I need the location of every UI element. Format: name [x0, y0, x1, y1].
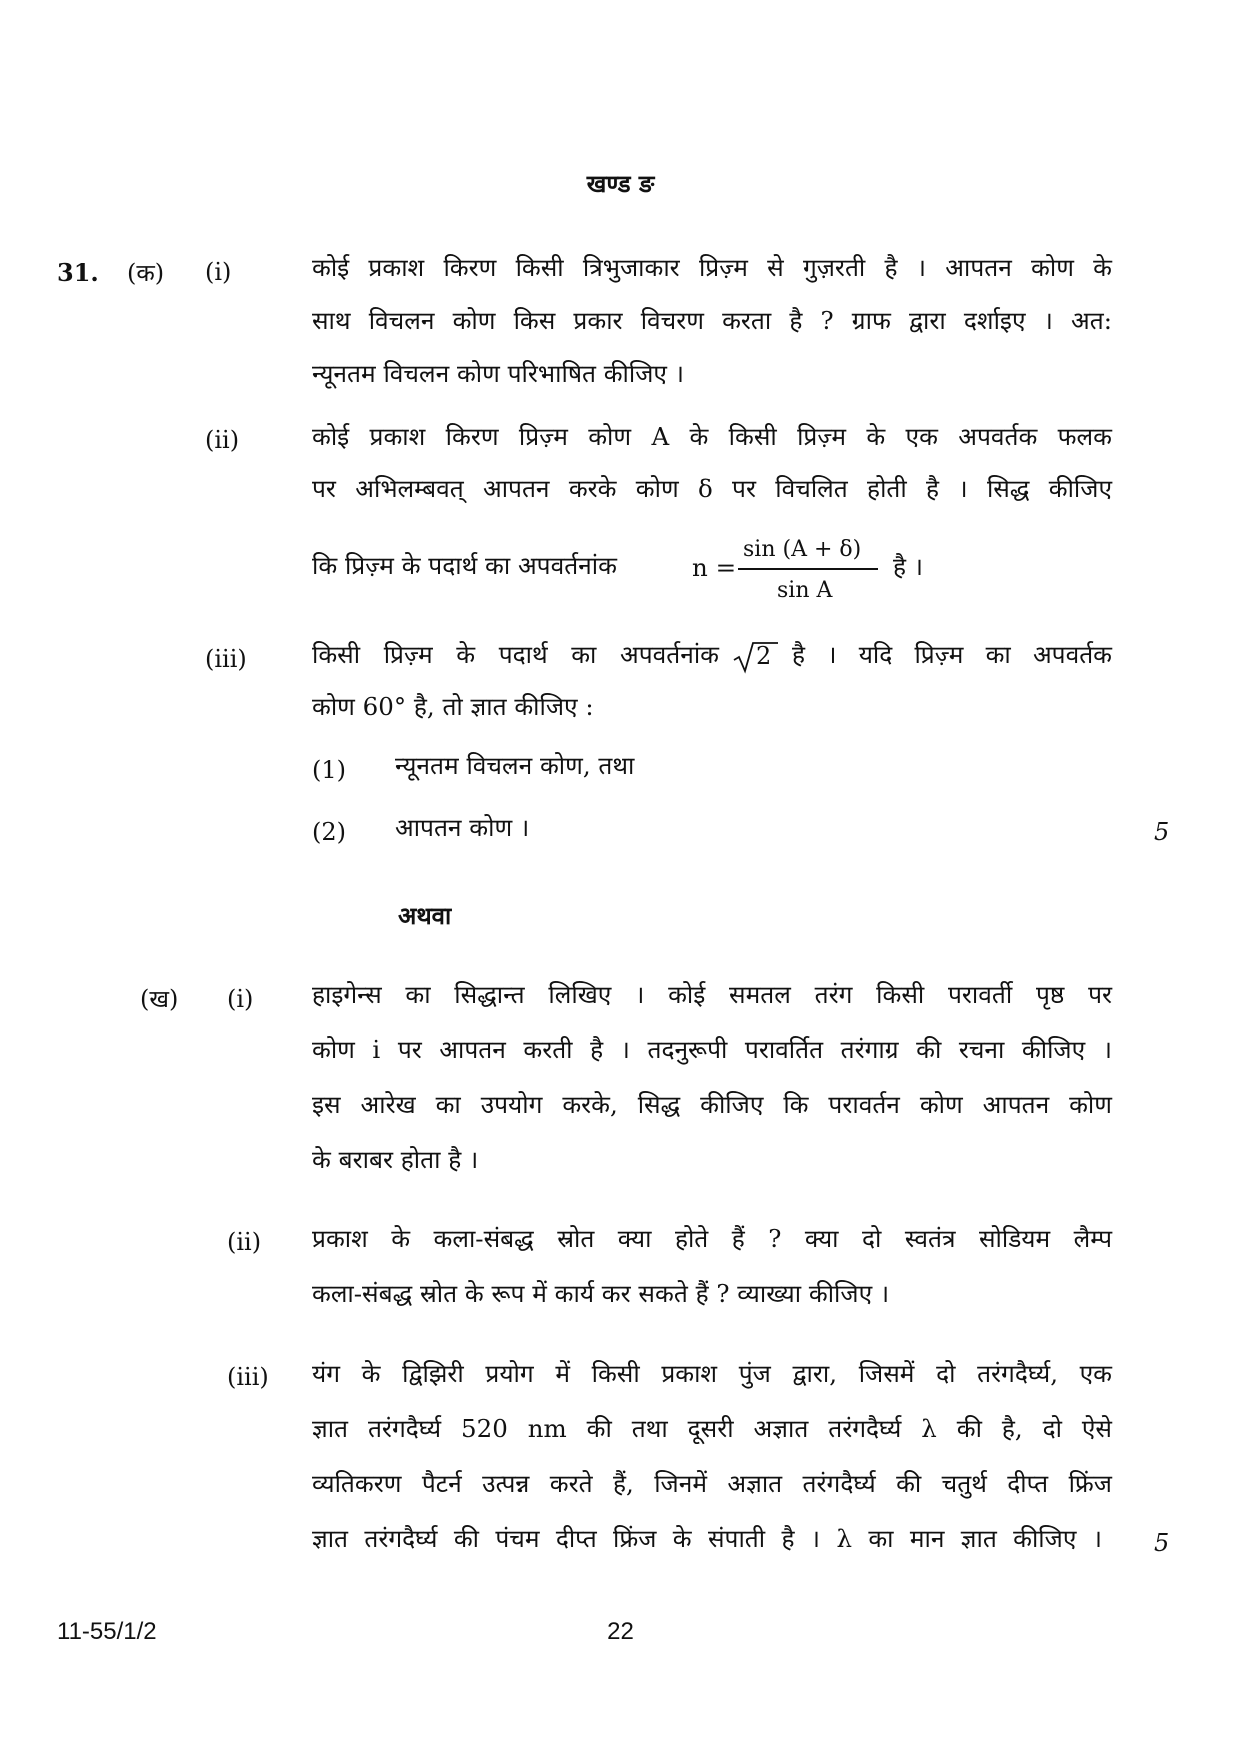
part-b-iii-line-3: व्यतिकरण पैटर्न उत्पन्न करते हैं, जिनमें अज्ञात तरंगदैर्घ्य की चतुर्थ दीप्त फ्रिंज: [312, 1469, 1112, 1498]
part-a-ii-line-1: कोई प्रकाश किरण प्रिज़्म कोण A के किसी प्रिज़्म के एक अपवर्तक फलक: [312, 422, 1112, 451]
part-a-iii-line-1-post: है । यदि प्रिज़्म का अपवर्तक: [792, 640, 1112, 669]
section-title: खण्ड ङ: [586, 169, 655, 198]
part-a-iii-line-1-pre: किसी प्रिज़्म के पदार्थ का अपवर्तनांक: [312, 640, 719, 669]
part-b-i-line-1: हाइगेन्स का सिद्धान्त लिखिए । कोई समतल तरंग किसी परावर्ती पृष्ठ पर: [312, 980, 1112, 1009]
part-b-iii-line-1: यंग के द्विझिरी प्रयोग में किसी प्रकाश पुंज द्वारा, जिसमें दो तरंगदैर्घ्य, एक: [312, 1359, 1112, 1388]
part-b-i-line-2: कोण i पर आपतन करती है । तदनुरूपी परावर्तित तरंगाग्र की रचना कीजिए ।: [312, 1035, 1112, 1064]
part-b-marks: 5: [1154, 1529, 1170, 1557]
part-b-ii-label: (ii): [227, 1228, 262, 1256]
part-a-iii-line-2: कोण 60° है, तो ज्ञात कीजिए :: [312, 692, 594, 721]
part-b-label: (ख): [140, 985, 179, 1013]
sub-1-text: न्यूनतम विचलन कोण, तथा: [395, 751, 635, 780]
part-b-i-line-4: के बराबर होता है ।: [312, 1145, 479, 1174]
part-a-iii-label: (iii): [205, 645, 247, 673]
sqrt-argument: 2: [756, 642, 772, 670]
fraction-bar: [738, 568, 878, 570]
part-b-iii-line-4: ज्ञात तरंगदैर्घ्य की पंचम दीप्त फ्रिंज के संपाती है । λ का मान ज्ञात कीजिए ।: [312, 1524, 1102, 1553]
part-b-iii-line-2: ज्ञात तरंगदैर्घ्य 520 nm की तथा दूसरी अज्ञात तरंगदैर्घ्य λ की है, दो ऐसे: [312, 1414, 1112, 1443]
sub-1-label: (1): [312, 756, 346, 784]
part-b-ii-line-2: कला-संबद्ध स्रोत के रूप में कार्य कर सकते हैं ? व्याख्या कीजिए ।: [312, 1279, 890, 1308]
paper-code: 11-55/1/2: [57, 1618, 157, 1645]
part-a-i-line-1: कोई प्रकाश किरण किसी त्रिभुजाकार प्रिज़्म से गुज़रती है । आपतन कोण के: [312, 253, 1112, 282]
part-a-ii-line-3-pre: कि प्रिज़्म के पदार्थ का अपवर्तनांक: [312, 551, 617, 580]
part-a-label: (क): [127, 259, 165, 287]
question-number: 31.: [57, 258, 99, 287]
sub-2-label: (2): [312, 818, 346, 846]
part-a-marks: 5: [1154, 818, 1170, 846]
page-number: 22: [607, 1618, 634, 1645]
part-a-i-label: (i): [205, 258, 232, 286]
formula-numerator: sin (A + δ): [743, 537, 862, 562]
part-b-i-label: (i): [227, 985, 254, 1013]
part-a-i-line-2: साथ विचलन कोण किस प्रकार विचरण करता है ? ग्राफ द्वारा दर्शाइए । अत:: [312, 306, 1112, 335]
or-separator: अथवा: [398, 901, 452, 930]
part-b-iii-label: (iii): [227, 1363, 269, 1391]
part-a-ii-label: (ii): [205, 426, 240, 454]
part-b-ii-line-1: प्रकाश के कला-संबद्ध स्रोत क्या होते हैं ? क्या दो स्वतंत्र सोडियम लैम्प: [312, 1224, 1112, 1253]
part-a-ii-line-2: पर अभिलम्बवत् आपतन करके कोण δ पर विचलित होती है । सिद्ध कीजिए: [312, 474, 1112, 503]
sub-2-text: आपतन कोण ।: [395, 813, 530, 842]
formula-lhs: n =: [692, 553, 737, 582]
part-b-i-line-3: इस आरेख का उपयोग करके, सिद्ध कीजिए कि परावर्तन कोण आपतन कोण: [312, 1090, 1112, 1119]
part-a-ii-line-3-post: है ।: [893, 552, 924, 581]
part-a-i-line-3: न्यूनतम विचलन कोण परिभाषित कीजिए ।: [312, 359, 685, 388]
formula-denominator: sin A: [777, 578, 833, 603]
